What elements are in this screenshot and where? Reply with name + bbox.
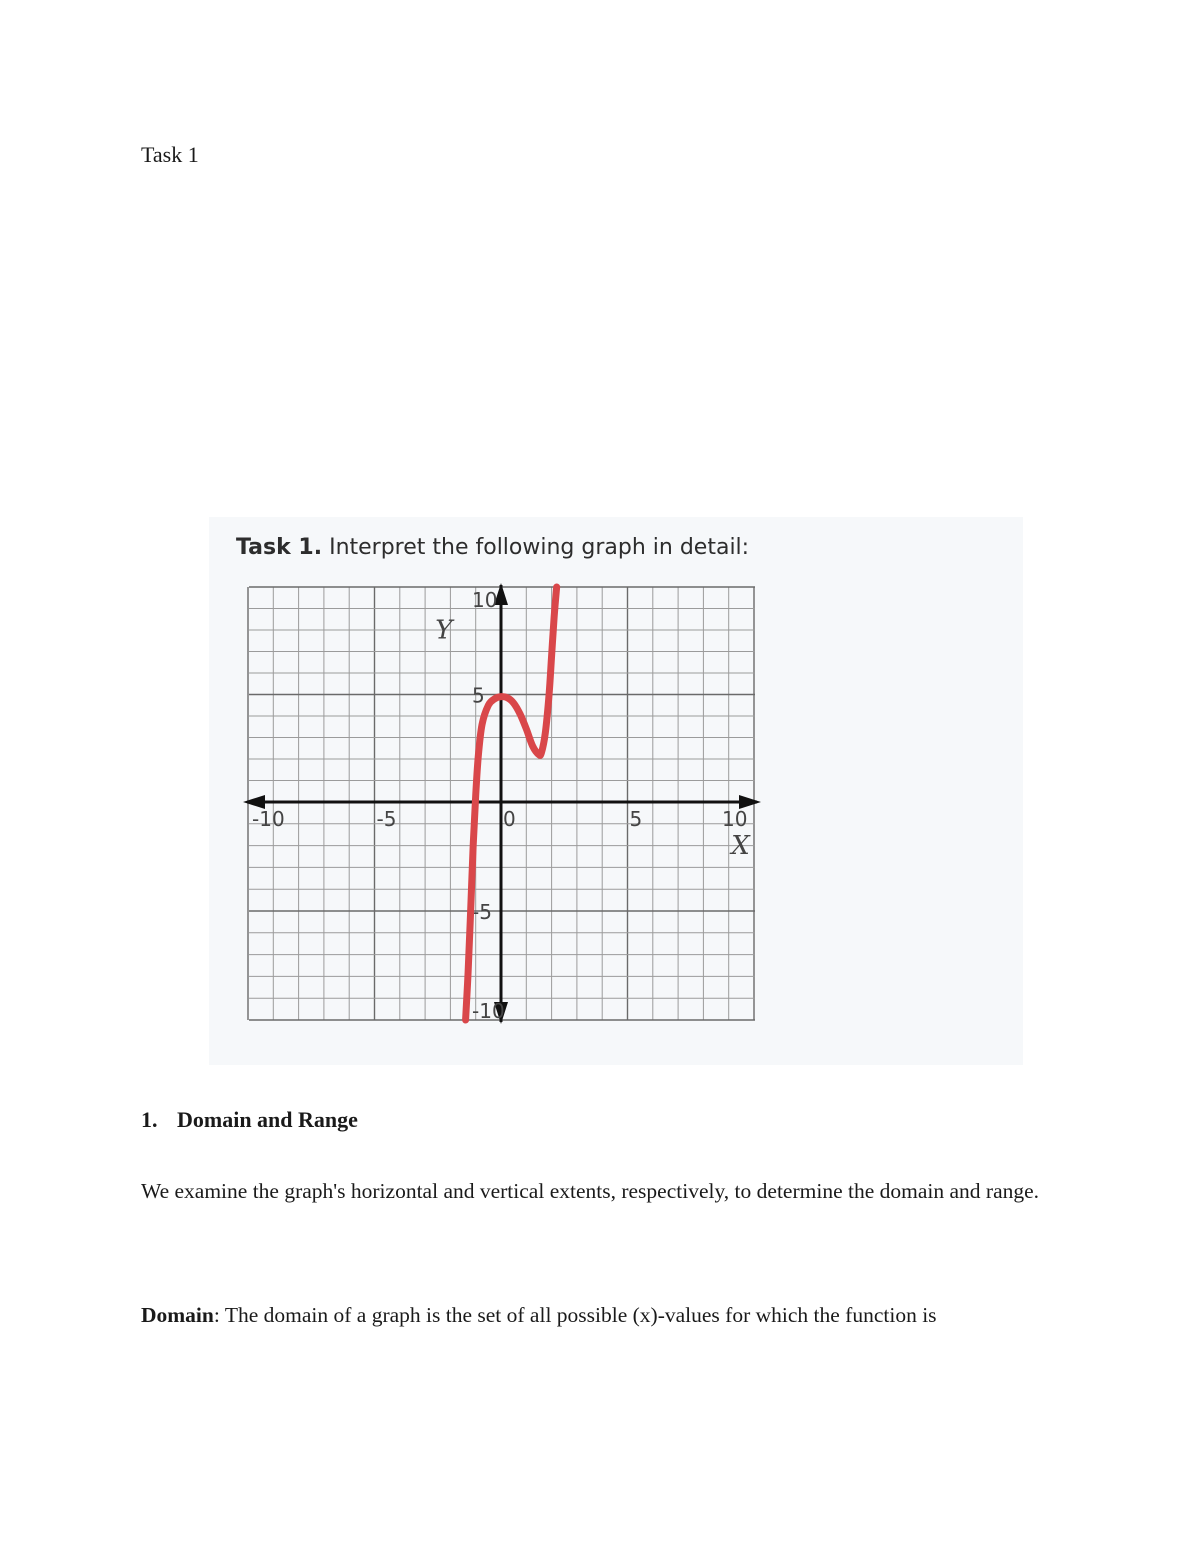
figure-caption-bold: Task 1. xyxy=(236,535,323,560)
x-axis-label: X xyxy=(731,831,750,861)
x-tick-label: -10 xyxy=(252,807,285,831)
section-title: Domain and Range xyxy=(177,1107,358,1132)
y-tick-label: -5 xyxy=(472,900,492,924)
y-tick-label: 5 xyxy=(472,683,485,708)
x-tick-label: 10 xyxy=(722,807,748,831)
paragraph-extents: We examine the graph's horizontal and vertical extents, respectively, to determine the domain and range. xyxy=(141,1179,1040,1203)
domain-definition: : The domain of a graph is the set of all possible (x)-values for which the function is xyxy=(213,1303,937,1327)
domain-term: Domain xyxy=(141,1303,214,1327)
page-heading: Task 1 xyxy=(141,142,199,167)
section-number: 1. xyxy=(141,1107,158,1132)
y-axis-label: Y xyxy=(435,615,453,646)
figure-caption-text: Interpret the following graph in detail: xyxy=(329,535,750,560)
y-tick-label: 10 xyxy=(472,588,498,612)
y-tick-label: -10 xyxy=(472,999,505,1023)
x-tick-label: -5 xyxy=(376,807,397,831)
paragraph-domain xyxy=(141,1288,1041,1342)
function-graph xyxy=(209,517,1023,1065)
x-tick-label: 5 xyxy=(629,807,643,831)
section-heading xyxy=(141,1107,358,1133)
figure-caption xyxy=(236,535,749,560)
x-tick-label: 0 xyxy=(503,807,516,831)
task-figure xyxy=(209,517,1023,1065)
